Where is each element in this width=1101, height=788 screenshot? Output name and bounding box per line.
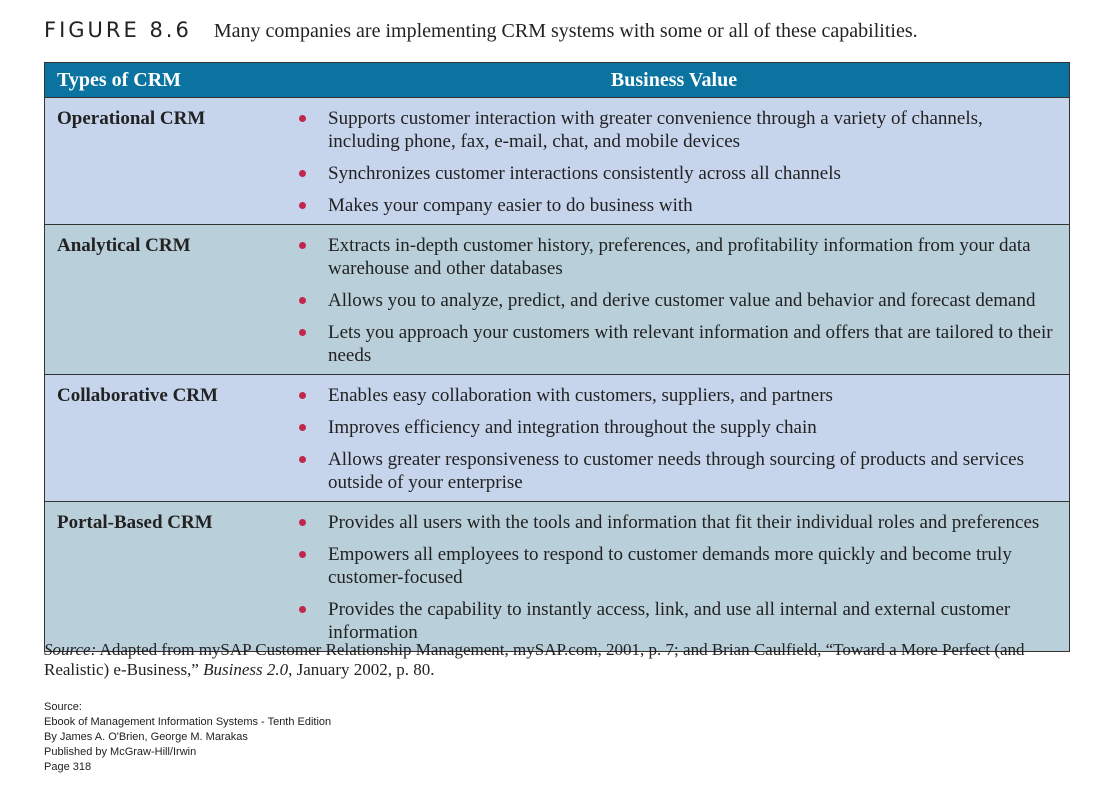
source-journal: Business 2.0 bbox=[203, 660, 289, 679]
business-value-cell bbox=[279, 375, 1070, 502]
table-row bbox=[45, 225, 1070, 375]
book-citation bbox=[44, 700, 331, 775]
list-item bbox=[280, 107, 1058, 153]
list-item bbox=[280, 162, 1058, 185]
bullet-icon bbox=[299, 170, 306, 177]
value-list bbox=[280, 376, 1068, 500]
book-line: Source: bbox=[44, 701, 82, 713]
list-item bbox=[280, 384, 1058, 407]
list-item-text: Improves efficiency and integration throughout the supply chain bbox=[328, 417, 817, 438]
list-item bbox=[280, 416, 1058, 439]
crm-type: Operational CRM bbox=[45, 98, 280, 225]
book-line: By James A. O'Brien, George M. Marakas bbox=[44, 731, 248, 743]
source-note bbox=[44, 640, 1064, 680]
list-item-text: Allows you to analyze, predict, and derive customer value and behavior and forecast demand bbox=[328, 290, 1036, 311]
list-item bbox=[280, 543, 1058, 589]
bullet-icon bbox=[299, 115, 306, 122]
list-item bbox=[280, 511, 1058, 534]
list-item-text: Provides all users with the tools and information that fit their individual roles and preferences bbox=[328, 512, 1040, 533]
bullet-icon bbox=[299, 456, 306, 463]
header-types: Types of CRM bbox=[45, 63, 280, 98]
source-text: Adapted from mySAP Customer Relationship Management, mySAP.com, 2001, p. 7; and Brian Caulfield, “Toward a More Perfect (and Realistic) e-Business,” bbox=[44, 640, 1025, 679]
crm-type: Analytical CRM bbox=[45, 225, 280, 375]
list-item-text: Provides the capability to instantly access, link, and use all internal and external customer information bbox=[328, 599, 1011, 643]
table-row bbox=[45, 98, 1070, 225]
business-value-cell bbox=[279, 98, 1070, 225]
bullet-icon bbox=[299, 551, 306, 558]
crm-table bbox=[44, 62, 1070, 652]
business-value-cell bbox=[279, 225, 1070, 375]
list-item bbox=[280, 234, 1058, 280]
bullet-icon bbox=[299, 202, 306, 209]
value-list bbox=[280, 99, 1068, 223]
bullet-icon bbox=[299, 297, 306, 304]
bullet-icon bbox=[299, 424, 306, 431]
bullet-icon bbox=[299, 519, 306, 526]
list-item bbox=[280, 321, 1058, 367]
list-item bbox=[280, 598, 1058, 644]
table-row bbox=[45, 502, 1070, 652]
source-label: Source: bbox=[44, 640, 97, 659]
list-item bbox=[280, 289, 1058, 312]
book-line: Ebook of Management Information Systems - Tenth Edition bbox=[44, 716, 332, 728]
figure-caption bbox=[44, 18, 918, 43]
list-item-text: Synchronizes customer interactions consistently across all channels bbox=[328, 163, 841, 184]
list-item-text: Lets you approach your customers with relevant information and offers that are tailored to their needs bbox=[328, 322, 1053, 366]
source-text-end: , January 2002, p. 80. bbox=[288, 660, 435, 679]
list-item-text: Extracts in-depth customer history, preferences, and profitability information from your data warehouse and other databases bbox=[328, 235, 1031, 279]
crm-type: Collaborative CRM bbox=[45, 375, 280, 502]
figure-number: FIGURE 8.6 bbox=[44, 18, 192, 42]
book-line: Page 318 bbox=[44, 761, 92, 773]
list-item-text: Supports customer interaction with greater convenience through a variety of channels, including phone, fax, e-mail, chat, and mobile devices bbox=[328, 108, 983, 152]
value-list bbox=[280, 503, 1068, 650]
bullet-icon bbox=[299, 242, 306, 249]
list-item bbox=[280, 448, 1058, 494]
list-item-text: Empowers all employees to respond to customer demands more quickly and become truly customer-focused bbox=[328, 544, 1012, 588]
list-item-text: Makes your company easier to do business with bbox=[328, 195, 693, 216]
list-item-text: Allows greater responsiveness to customer needs through sourcing of products and services outside of your enterprise bbox=[328, 449, 1024, 493]
table-row bbox=[45, 375, 1070, 502]
header-business-value: Business Value bbox=[279, 63, 1070, 98]
figure-caption-text: Many companies are implementing CRM systems with some or all of these capabilities. bbox=[213, 20, 918, 42]
bullet-icon bbox=[299, 329, 306, 336]
book-line: Published by McGraw-Hill/Irwin bbox=[44, 746, 197, 758]
list-item-text: Enables easy collaboration with customers, suppliers, and partners bbox=[328, 385, 833, 406]
list-item bbox=[280, 194, 1058, 217]
crm-type: Portal-Based CRM bbox=[45, 502, 280, 652]
bullet-icon bbox=[299, 606, 306, 613]
bullet-icon bbox=[299, 392, 306, 399]
value-list bbox=[280, 226, 1068, 373]
business-value-cell bbox=[279, 502, 1070, 652]
